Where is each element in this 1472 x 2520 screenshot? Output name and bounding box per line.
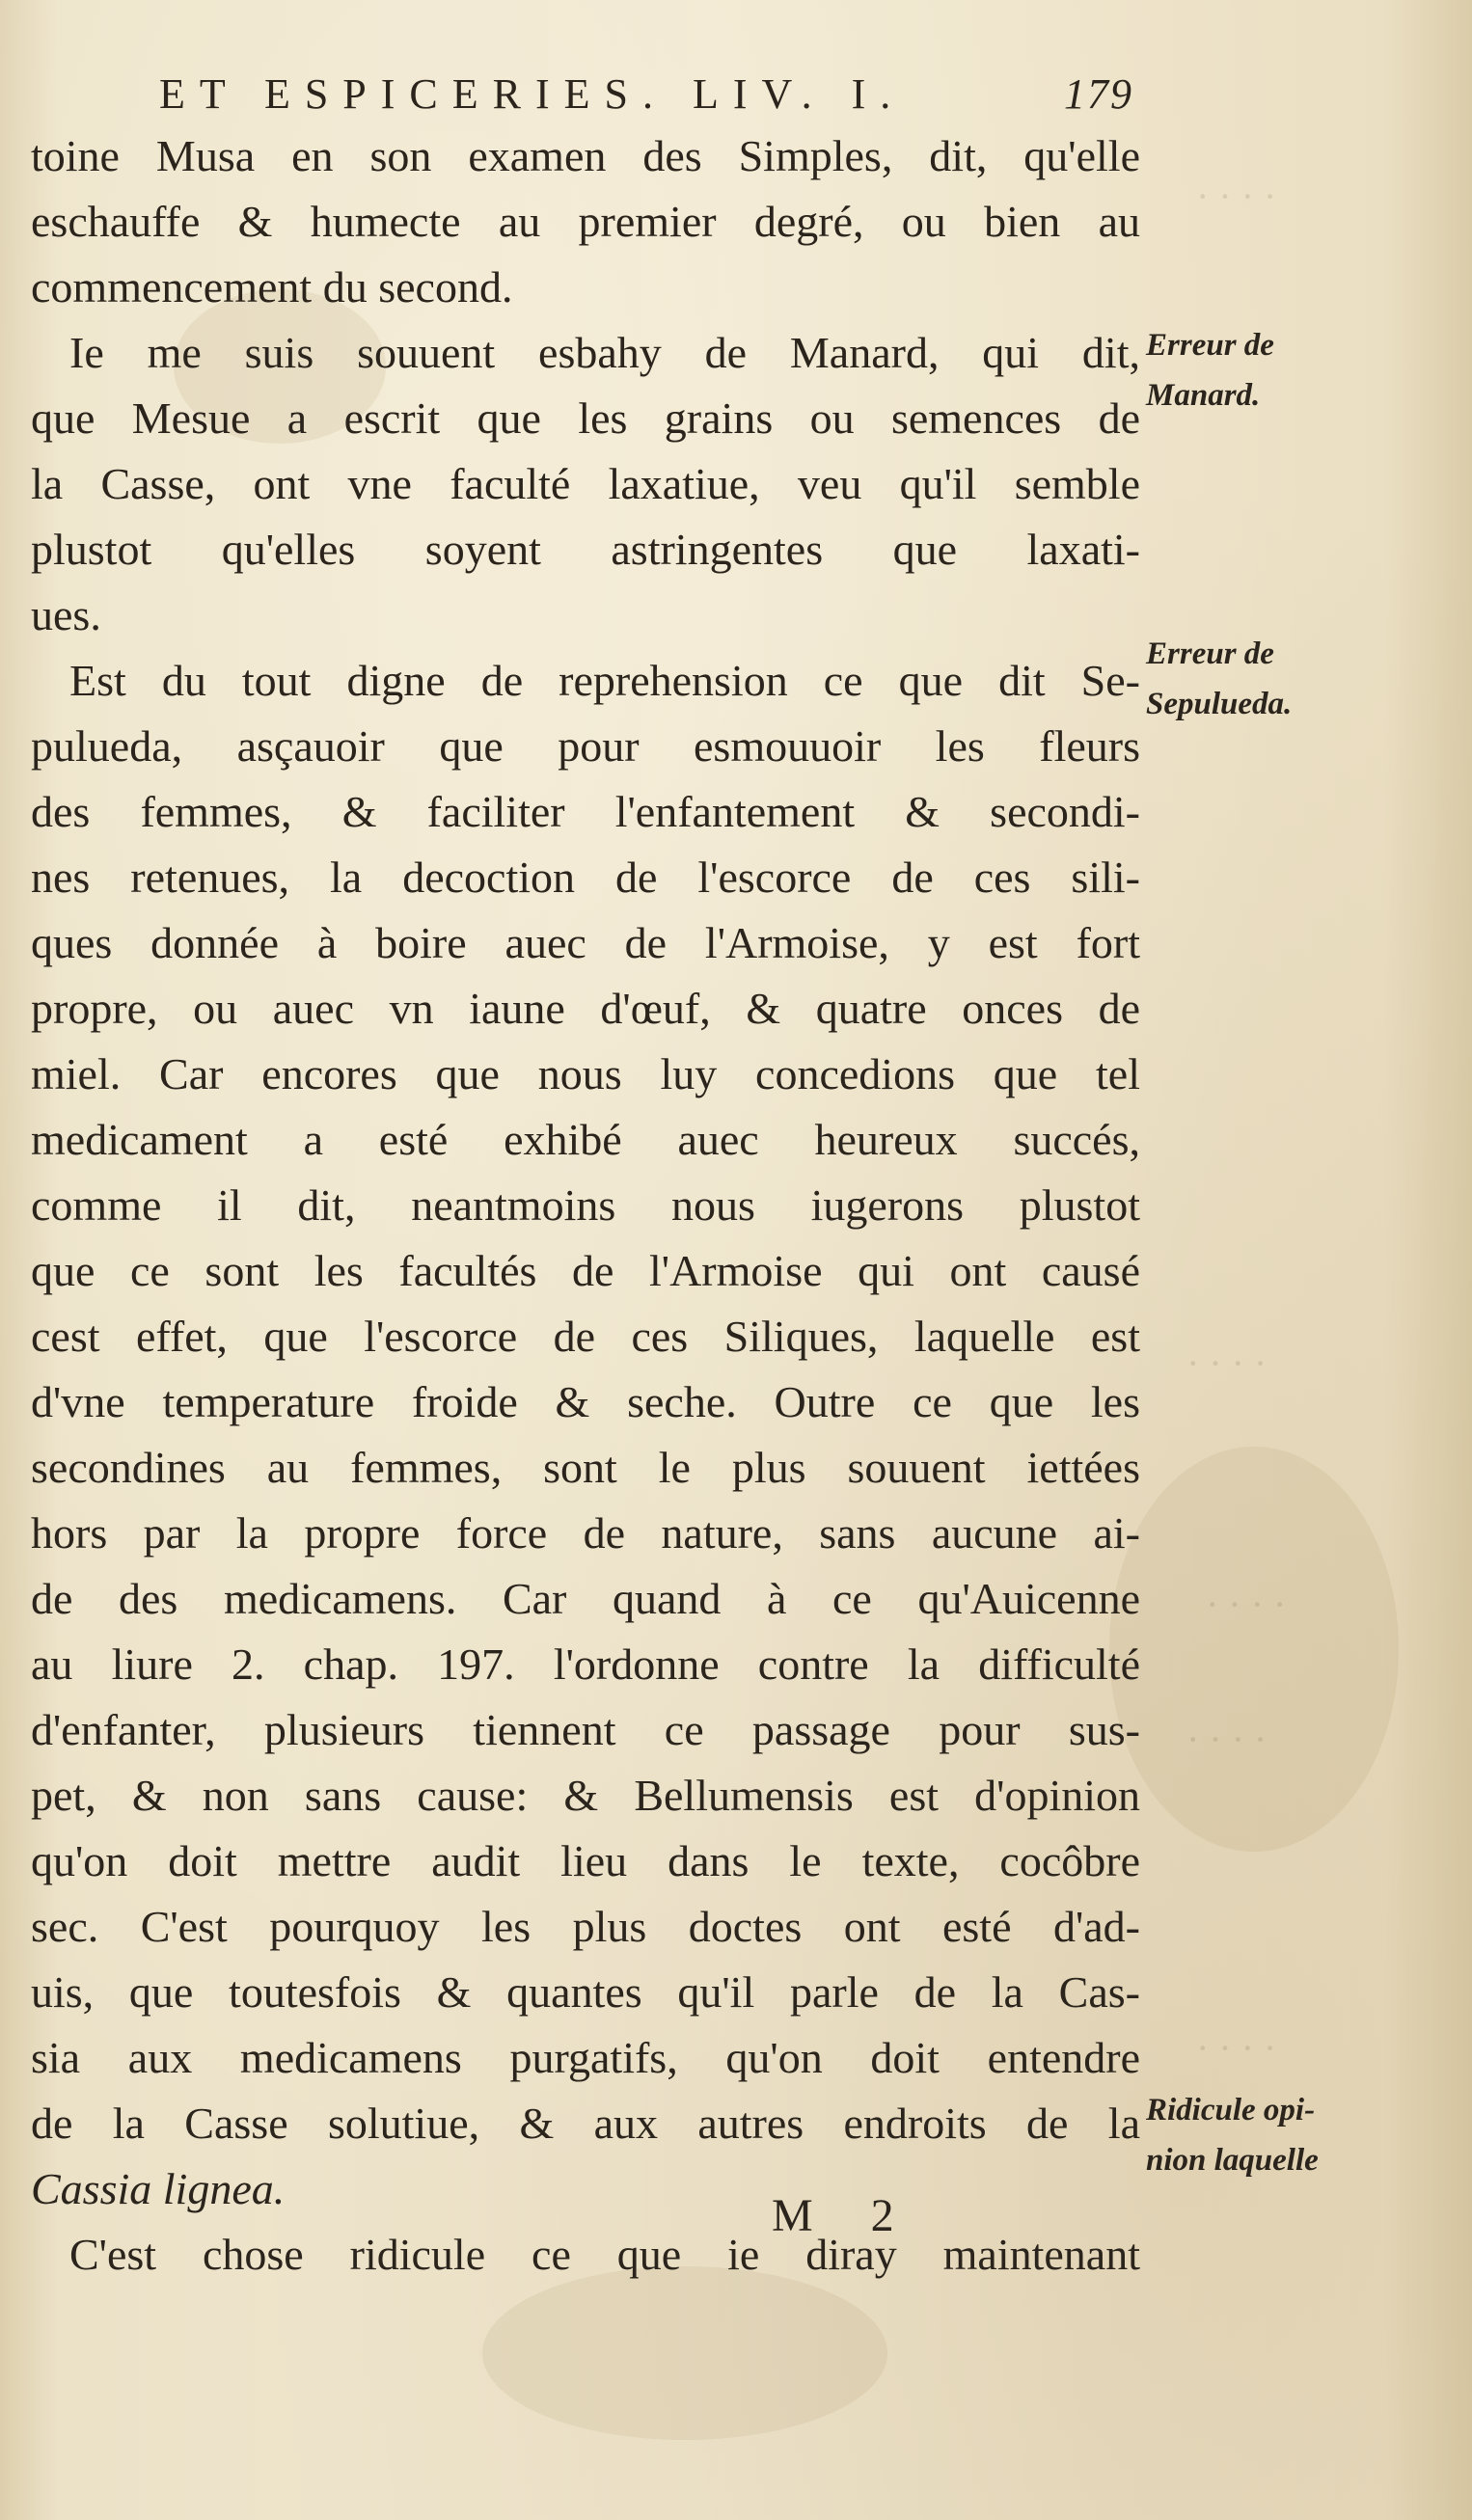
main-text-block — [31, 123, 1140, 2288]
bleed-through-marks: · · · · — [1196, 175, 1277, 218]
margin-note-line: nion laquelle — [1146, 2143, 1319, 2178]
running-header — [159, 69, 1133, 127]
running-title: ET ESPICERIES. LIV. I. — [159, 70, 906, 118]
text-line: toine Musa en son examen des Simples, dit, qu'elle — [31, 131, 1140, 180]
text-line: propre, ou auec vn iaune d'œuf, & quatre onces de — [31, 984, 1140, 1033]
bleed-through-marks: · · · · — [1196, 2026, 1277, 2070]
paper-stain — [482, 2266, 887, 2440]
text-line: Ie me suis souuent esbahy de Manard, qui dit, — [69, 328, 1140, 377]
text-line: que Mesue a escrit que les grains ou semences de — [31, 393, 1140, 443]
bleed-through-marks: · · · · — [1186, 1718, 1268, 1761]
text-line: que ce sont les facultés de l'Armoise qui ont causé — [31, 1246, 1140, 1295]
text-line: ues. — [31, 590, 101, 639]
bleed-through-marks: · · · · — [1206, 1583, 1287, 1626]
margin-note-line: Manard. — [1146, 378, 1261, 413]
text-line: commencement du second. — [31, 262, 513, 312]
margin-note-line: Ridicule opi- — [1146, 2093, 1316, 2127]
text-line: Cassia lignea. — [31, 2164, 286, 2213]
text-line: de des medicamens. Car quand à ce qu'Auicenne — [31, 1574, 1140, 1623]
text-line: sec. C'est pourquoy les plus doctes ont esté d'ad- — [31, 1902, 1140, 1951]
signature-mark: M 2 — [772, 2190, 917, 2241]
text-line: comme il dit, neantmoins nous iugerons plustot — [31, 1180, 1140, 1230]
text-line: au liure 2. chap. 197. l'ordonne contre la difficulté — [31, 1639, 1140, 1689]
margin-note-line: Sepulueda. — [1146, 687, 1293, 721]
text-line: d'vne temperature froide & seche. Outre ce que les — [31, 1377, 1140, 1426]
margin-note-sepulueda — [1146, 629, 1464, 729]
text-line: miel. Car encores que nous luy concedions que tel — [31, 1049, 1140, 1098]
text-line: hors par la propre force de nature, sans aucune ai- — [31, 1508, 1140, 1558]
text-line: uis, que toutesfois & quantes qu'il parle de la Cas- — [31, 1967, 1140, 2017]
text-line: eschauffe & humecte au premier degré, ou bien au — [31, 197, 1140, 246]
text-line: Est du tout digne de reprehension ce que dit Se- — [69, 656, 1140, 705]
text-line: de la Casse solutiue, & aux autres endroits de la — [31, 2099, 1140, 2148]
margin-note-manard — [1146, 320, 1464, 420]
text-line: sia aux medicamens purgatifs, qu'on doit entendre — [31, 2033, 1140, 2082]
bleed-through-marks: · · · · — [1186, 1341, 1268, 1385]
text-line: C'est chose ridicule ce que ie diray maintenant — [69, 2230, 1140, 2279]
margin-note-line: Erreur de — [1146, 328, 1274, 363]
page-number: 179 — [1064, 70, 1133, 118]
text-line: nes retenues, la decoction de l'escorce de ces sili- — [31, 853, 1140, 902]
margin-note-line: Erreur de — [1146, 637, 1274, 671]
text-line: medicament a esté exhibé auec heureux succés, — [31, 1115, 1140, 1164]
text-line: ques donnée à boire auec de l'Armoise, y est fort — [31, 918, 1140, 967]
text-line: plustot qu'elles soyent astringentes que laxati- — [31, 525, 1140, 574]
margin-note-ridicule — [1146, 2085, 1464, 2185]
text-line: des femmes, & faciliter l'enfantement & secondi- — [31, 787, 1140, 836]
text-line: secondines au femmes, sont le plus souuent iettées — [31, 1443, 1140, 1492]
text-line: qu'on doit mettre audit lieu dans le texte, cocôbre — [31, 1836, 1140, 1885]
text-line: la Casse, ont vne faculté laxatiue, veu qu'il semble — [31, 459, 1140, 508]
text-line: pet, & non sans cause: & Bellumensis est d'opinion — [31, 1771, 1140, 1820]
text-line: d'enfanter, plusieurs tiennent ce passage pour sus- — [31, 1705, 1140, 1754]
text-line: cest effet, que l'escorce de ces Siliques, laquelle est — [31, 1312, 1140, 1361]
paper-stain — [1109, 1447, 1399, 1852]
text-line: pulueda, asçauoir que pour esmouuoir les fleurs — [31, 721, 1140, 771]
